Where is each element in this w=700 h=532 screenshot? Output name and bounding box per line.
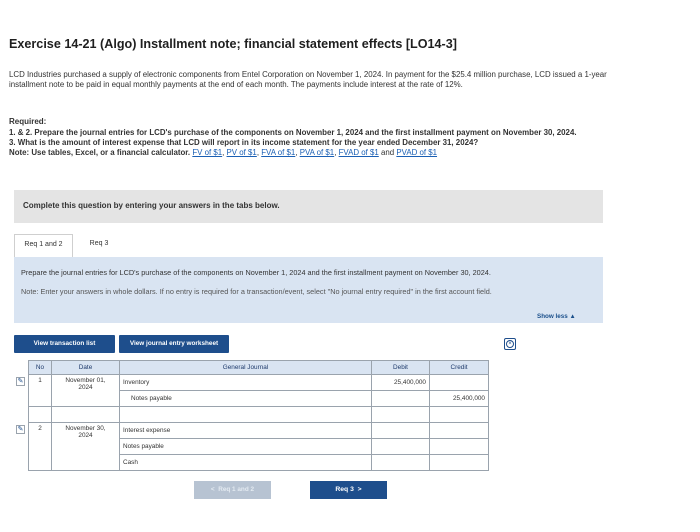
debit-cell[interactable] (372, 455, 430, 471)
panel-note: Note: Enter your answers in whole dollars. If no entry is required for a transaction/event, select "No journal entry required" in the first account field. (21, 287, 492, 296)
panel-instruction: Prepare the journal entries for LCD's purchase of the components on November 1, 2024 and the first installment payment on November 30, 2024. (21, 268, 491, 277)
banner-text: Complete this question by entering your answers in the tabs below. (23, 201, 280, 210)
entry-number: 1 (29, 375, 52, 407)
debit-cell[interactable] (372, 423, 430, 439)
prev-tab-button[interactable]: < Req 1 and 2 (194, 481, 271, 499)
credit-cell[interactable]: 25,400,000 (430, 391, 489, 407)
entry-number: 2 (29, 423, 52, 471)
link-fva[interactable]: FVA of $1 (261, 148, 296, 158)
page-title: Exercise 14-21 (Algo) Installment note; financial statement effects [LO14-3] (9, 37, 457, 51)
account-cell[interactable]: Notes payable (120, 391, 372, 407)
table-row (13, 423, 489, 439)
instruction-banner (14, 190, 603, 223)
credit-cell[interactable] (430, 439, 489, 455)
journal-table (13, 360, 489, 471)
and-text: and (381, 148, 395, 158)
show-less-link[interactable]: Show less ▲ (537, 313, 576, 320)
view-journal-worksheet-button[interactable]: View journal entry worksheet (119, 335, 229, 353)
next-tab-button[interactable]: Req 3 > (310, 481, 387, 499)
link-fvad[interactable]: FVAD of $1 (338, 148, 379, 158)
edit-icon[interactable]: ✎ (17, 425, 24, 433)
required-body (9, 128, 609, 159)
entry-date: November 01, 2024 (52, 375, 120, 407)
problem-intro: LCD Industries purchased a supply of electronic components from Entel Corporation on November 1, 2024. In payment for the $25.4 million purchase, LCD issued a 1-year installment note to be paid in equal monthly payments at the end of each month. The payments include interest at the rate of 12%. (9, 70, 607, 90)
debit-cell[interactable]: 25,400,000 (372, 375, 430, 391)
required-item-1: 1. & 2. Prepare the journal entries for LCD's purchase of the components on November 1, 2024 and the first installment payment on November 30, 2024. (9, 128, 577, 137)
credit-cell[interactable] (430, 455, 489, 471)
account-cell[interactable]: Interest expense (120, 423, 372, 439)
link-pvad[interactable]: PVAD of $1 (396, 148, 438, 158)
header-credit: Credit (430, 361, 489, 375)
chevron-right-icon: > (357, 486, 362, 493)
table-row (13, 375, 489, 391)
header-debit: Debit (372, 361, 430, 375)
tab-panel (14, 257, 603, 323)
link-pva[interactable]: PVA of $1 (299, 148, 335, 158)
entry-date: November 30, 2024 (52, 423, 120, 471)
required-note: Note: Use tables, Excel, or a financial calculator. FV of $1, PV of $1, FVA of $1, PVA of $1, FVAD of $1 and PVAD of $1 (9, 148, 438, 158)
header-no: No (29, 361, 52, 375)
debit-cell[interactable] (372, 439, 430, 455)
account-cell[interactable]: Inventory (120, 375, 372, 391)
chevron-left-icon: < (210, 486, 215, 493)
header-date: Date (52, 361, 120, 375)
table-row (13, 407, 489, 423)
tab-req-3[interactable]: Req 3 (89, 240, 109, 247)
account-cell[interactable]: Cash (120, 455, 372, 471)
required-item-3: 3. What is the amount of interest expense that LCD will report in its income statement for the year ended December 31, 2024? (9, 138, 479, 148)
view-transaction-list-button[interactable]: View transaction list (14, 335, 115, 353)
account-cell[interactable]: Notes payable (120, 439, 372, 455)
close-icon[interactable]: × (504, 338, 516, 350)
credit-cell[interactable] (430, 375, 489, 391)
link-pv[interactable]: PV of $1 (226, 148, 257, 158)
link-fv[interactable]: FV of $1 (192, 148, 223, 158)
header-general-journal: General Journal (120, 361, 372, 375)
credit-cell[interactable] (430, 423, 489, 439)
debit-cell[interactable] (372, 391, 430, 407)
edit-icon[interactable]: ✎ (17, 377, 24, 385)
note-label: Note: Use tables, Excel, or a financial calculator. (9, 148, 191, 158)
required-heading: Required: (9, 117, 47, 126)
tab-req-1-and-2[interactable]: Req 1 and 2 (14, 234, 73, 258)
